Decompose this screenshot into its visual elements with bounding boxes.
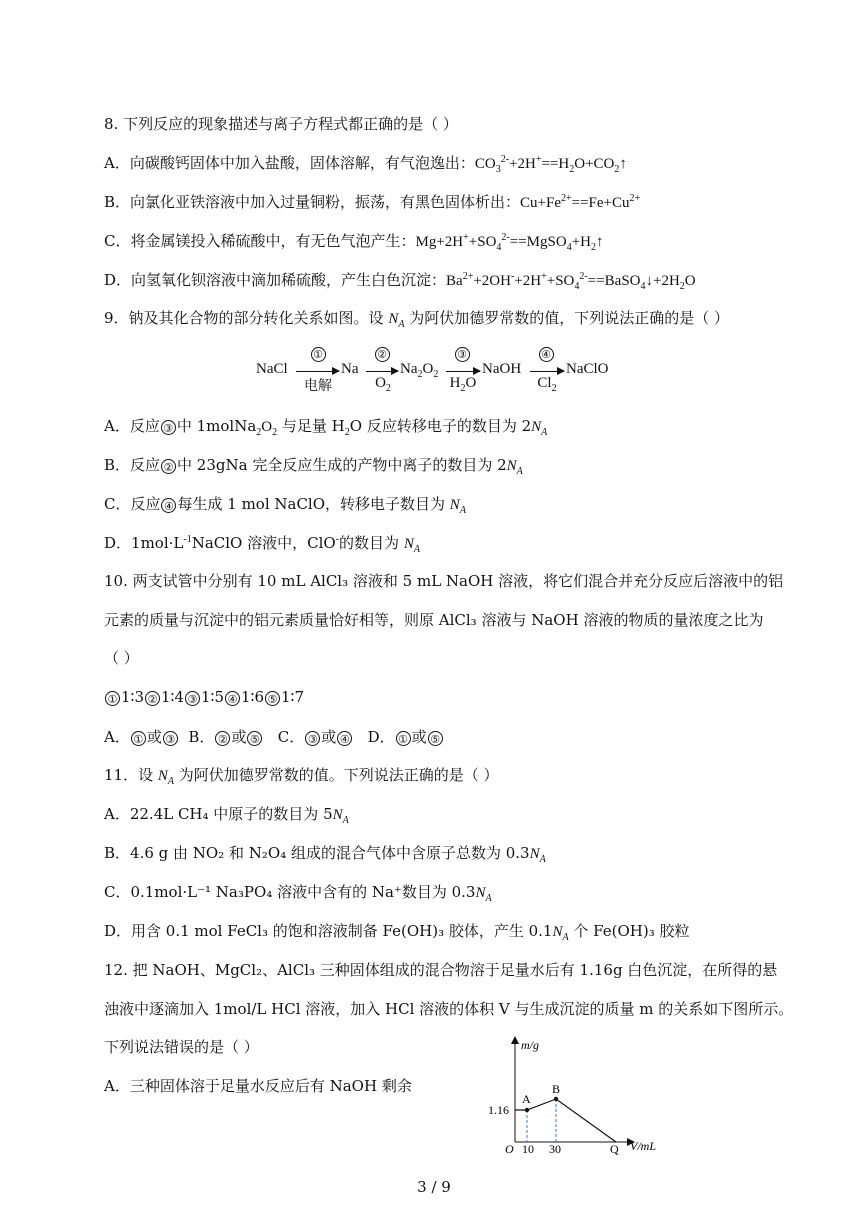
reaction-scheme: NaCl ① 电解 Na ② $O_2$ $Na_2O_2$ ③ $H_2O$ NaOH ④ $Cl_2$ NaClO [256, 349, 609, 394]
step-1-condition: 电解 [304, 378, 332, 394]
q8-option-d: D．向氢氧化钡溶液中滴加稀硫酸，产生白色沉淀：$Ba^{2+}+2OH^-+2H^++SO_4^{2-}==BaSO_4↓+2H_2O$ [104, 271, 696, 292]
q12-line-2: 浊液中逐滴加入 1mol/L HCl 溶液，加入 HCl 溶液的体积 V 与生成沉淀的质量 m 的关系如下图所示。 [104, 1000, 794, 1018]
arrow-3 [446, 371, 480, 372]
point-a [525, 1108, 529, 1112]
y-tick-label: 1.16 [488, 1103, 509, 1117]
q10-line-2: 元素的质量与沉淀中的铝元素质量恰好相等，则原 AlCl₃ 溶液与 NaOH 溶液的物质的量浓度之比为 [104, 611, 764, 629]
q11-option-d: D．用含 0.1 mol FeCl₃ 的饱和溶液制备 Fe(OH)₃ 胶体，产生 $0.1N_A$ 个 Fe(OH)₃ 胶粒 [104, 922, 690, 943]
q9-stem: 9．钠及其化合物的部分转化关系如图。设 $N_A$ 为阿伏加德罗常数的值，下列说法正确的是（ ） [104, 309, 729, 330]
page-number: 3 / 9 [417, 1178, 451, 1196]
y-axis-label: m/g [521, 1038, 539, 1052]
q9-option-b: B．反应 ② 中 23gNa 完全反应生成的产物中离子的数目为 $2N_A$ [104, 456, 523, 477]
q12-option-a: A．三种固体溶于足量水反应后有 NaOH 剩余 [104, 1077, 412, 1095]
q8-option-c: C．将金属镁投入稀硫酸中，有无色气泡产生：$Mg+2H^++SO_4^{2-}==MgSO_4+H_2↑$ [104, 232, 604, 253]
q10-line-3: （ ） [104, 649, 139, 667]
q11-option-b: B．4.6 g 由 NO₂ 和 N₂O₄ 组成的混合气体中含原子总数为 $0.3N_A$ [104, 844, 546, 865]
q11-stem: 11．设 $N_A$ 为阿伏加德罗常数的值。下列说法正确的是（ ） [104, 766, 499, 787]
q9-option-c: C．反应 ④ 每生成 1 mol NaClO，转移电子数目为 $N_A$ [104, 495, 466, 516]
q8-stem: 8. 下列反应的现象描述与离子方程式都正确的是（ ） [104, 115, 458, 133]
step-1-label: ① [311, 347, 326, 362]
arrow-4 [530, 371, 564, 372]
step-4-label: ④ [539, 347, 554, 362]
a-label: A [522, 1092, 531, 1106]
q9-option-d: D．$1mol\cdot L^{-1}NaClO$ 溶液中，ClO-的数目为 $N_A$ [104, 534, 420, 555]
y-axis-arrow [511, 1036, 519, 1044]
q9-option-a: A．反应 ③ 中 $1molNa_2O_2$ 与足量 $H_2O$ 反应转移电子的数目为 $2N_A$ [104, 417, 548, 438]
mass-volume-graph [480, 1030, 680, 1155]
b-label: B [552, 1082, 561, 1096]
q12-line-3: 下列说法错误的是（ ） [104, 1038, 259, 1056]
step-2-label: ② [375, 347, 390, 362]
q8-option-a: A．向碳酸钙固体中加入盐酸，固体溶解，有气泡逸出：$CO_3^{2-}+2H^+==H_2O+CO_2↑$ [104, 154, 627, 175]
arrow-1 [296, 371, 339, 372]
origin-label: O [505, 1142, 514, 1155]
q11-option-a: A．22.4L CH₄ 中原子的数目为 $5N_A$ [104, 805, 349, 826]
q-label: Q [610, 1142, 619, 1155]
x-tick-10: 10 [522, 1142, 534, 1155]
arrow-2 [366, 371, 398, 372]
step-3-label: ③ [455, 347, 470, 362]
q8-option-b: B．向氯化亚铁溶液中加入过量铜粉，振荡，有黑色固体析出：$Cu+Fe^{2+}==Fe+Cu^{2+}$ [104, 193, 641, 211]
point-b [554, 1097, 558, 1101]
x-axis-label: V/mL [630, 1139, 657, 1153]
q10-choices: A． ① 或 ③ B． ② 或 ⑤ C． ③ 或 ④ D． ① 或 ⑤ [104, 727, 444, 747]
q10-ratios: ① 1∶3 ② 1∶4 ③ 1∶5 ④ 1∶6 ⑤ 1∶7 [104, 687, 304, 707]
q10-line-1: 10. 两支试管中分别有 10 mL AlCl₃ 溶液和 5 mL NaOH 溶液，将它们混合并充分反应后溶液中的铝 [104, 572, 784, 590]
x-tick-30: 30 [549, 1142, 561, 1155]
q11-option-c: C．0.1mol·L⁻¹ Na₃PO₄ 溶液中含有的 Na⁺数目为 $0.3N_A$ [104, 883, 492, 904]
q12-line-1: 12. 把 NaOH、MgCl₂、AlCl₃ 三种固体组成的混合物溶于足量水后有 1.16g 白色沉淀，在所得的悬 [104, 961, 778, 979]
